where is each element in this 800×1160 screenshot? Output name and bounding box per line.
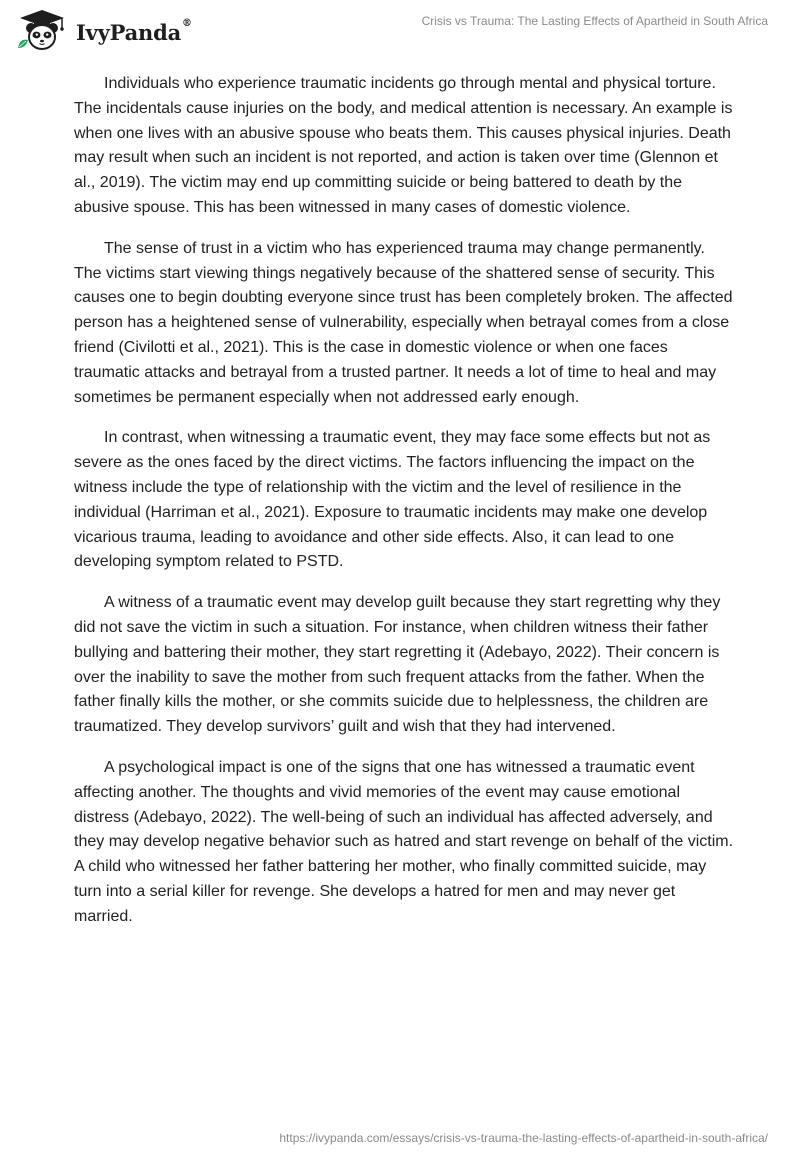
document-title: Crisis vs Trauma: The Lasting Effects of Apartheid in South Africa	[421, 14, 768, 28]
paragraph-5: A psychological impact is one of the signs that one has witnessed a traumatic event affecting another. The thoughts and vivid memories of the event may cause emotional distress (Adebayo, 2022). The well-being of such an individual has affected adversely, and they may develop negative behavior such as hatred and start revenge on behalf of the victim. A child who witnessed her father battering her mother, who finally committed suicide, may turn into a serial killer for revenge. She develops a hatred for men and may never get married.	[74, 758, 734, 925]
page-header	[0, 0, 800, 60]
paragraph-3: In contrast, when witnessing a traumatic event, they may face some effects but not as severe as the ones faced by the direct victims. The factors influencing the impact on the witness include the type of relationship with the victim and the level of resilience in the individual (Harriman et al., 2021). Exposure to traumatic incidents may make one develop vicarious trauma, leading to avoidance and other side effects. Also, it can lead to one developing symptom related to PSTD.	[74, 429, 711, 571]
logo-text: IvyPanda®	[76, 17, 192, 45]
paragraph-4: A witness of a traumatic event may develop guilt because they start regretting why they did not save the victim in such a situation. For instance, when children witness their father bullying and battering their mother, they start regretting it (Adebayo, 2022). Their concern is over the inability to save the mother from such frequent attacks from the father. When the father finally kills the mother, or she commits suicide due to helplessness, the children are traumatized. They develop survivors’ guilt and wish that they had intervened.	[74, 594, 721, 736]
essay-body	[74, 72, 734, 946]
ivypanda-logo[interactable]	[14, 8, 192, 52]
source-url[interactable]: https://ivypanda.com/essays/crisis-vs-trauma-the-lasting-effects-of-apartheid-in-south-africa/	[279, 1131, 768, 1145]
paragraph-1: Individuals who experience traumatic incidents go through mental and physical torture. The incidentals cause injuries on the body, and medical attention is necessary. An example is when one lives with an abusive spouse who beats them. This causes physical injuries. Death may result when such an incident is not reported, and action is taken over time (Glennon et al., 2019). The victim may end up committing suicide or being battered to death by the abusive spouse. This has been witnessed in many cases of domestic violence.	[74, 75, 733, 216]
paragraph-2: The sense of trust in a victim who has experienced trauma may change permanently. The victims start viewing things negatively because of the shattered sense of security. This causes one to begin doubting everyone since trust has been completely broken. The affected person has a heightened sense of vulnerability, especially when betrayal comes from a close friend (Civilotti et al., 2021). This is the case in domestic violence or when one faces traumatic attacks and betrayal from a trusted partner. It needs a lot of time to heal and may sometimes be permanent especially when not addressed early enough.	[74, 239, 733, 406]
registered-mark: ®	[182, 17, 192, 29]
panda-graduate-icon	[14, 8, 70, 52]
